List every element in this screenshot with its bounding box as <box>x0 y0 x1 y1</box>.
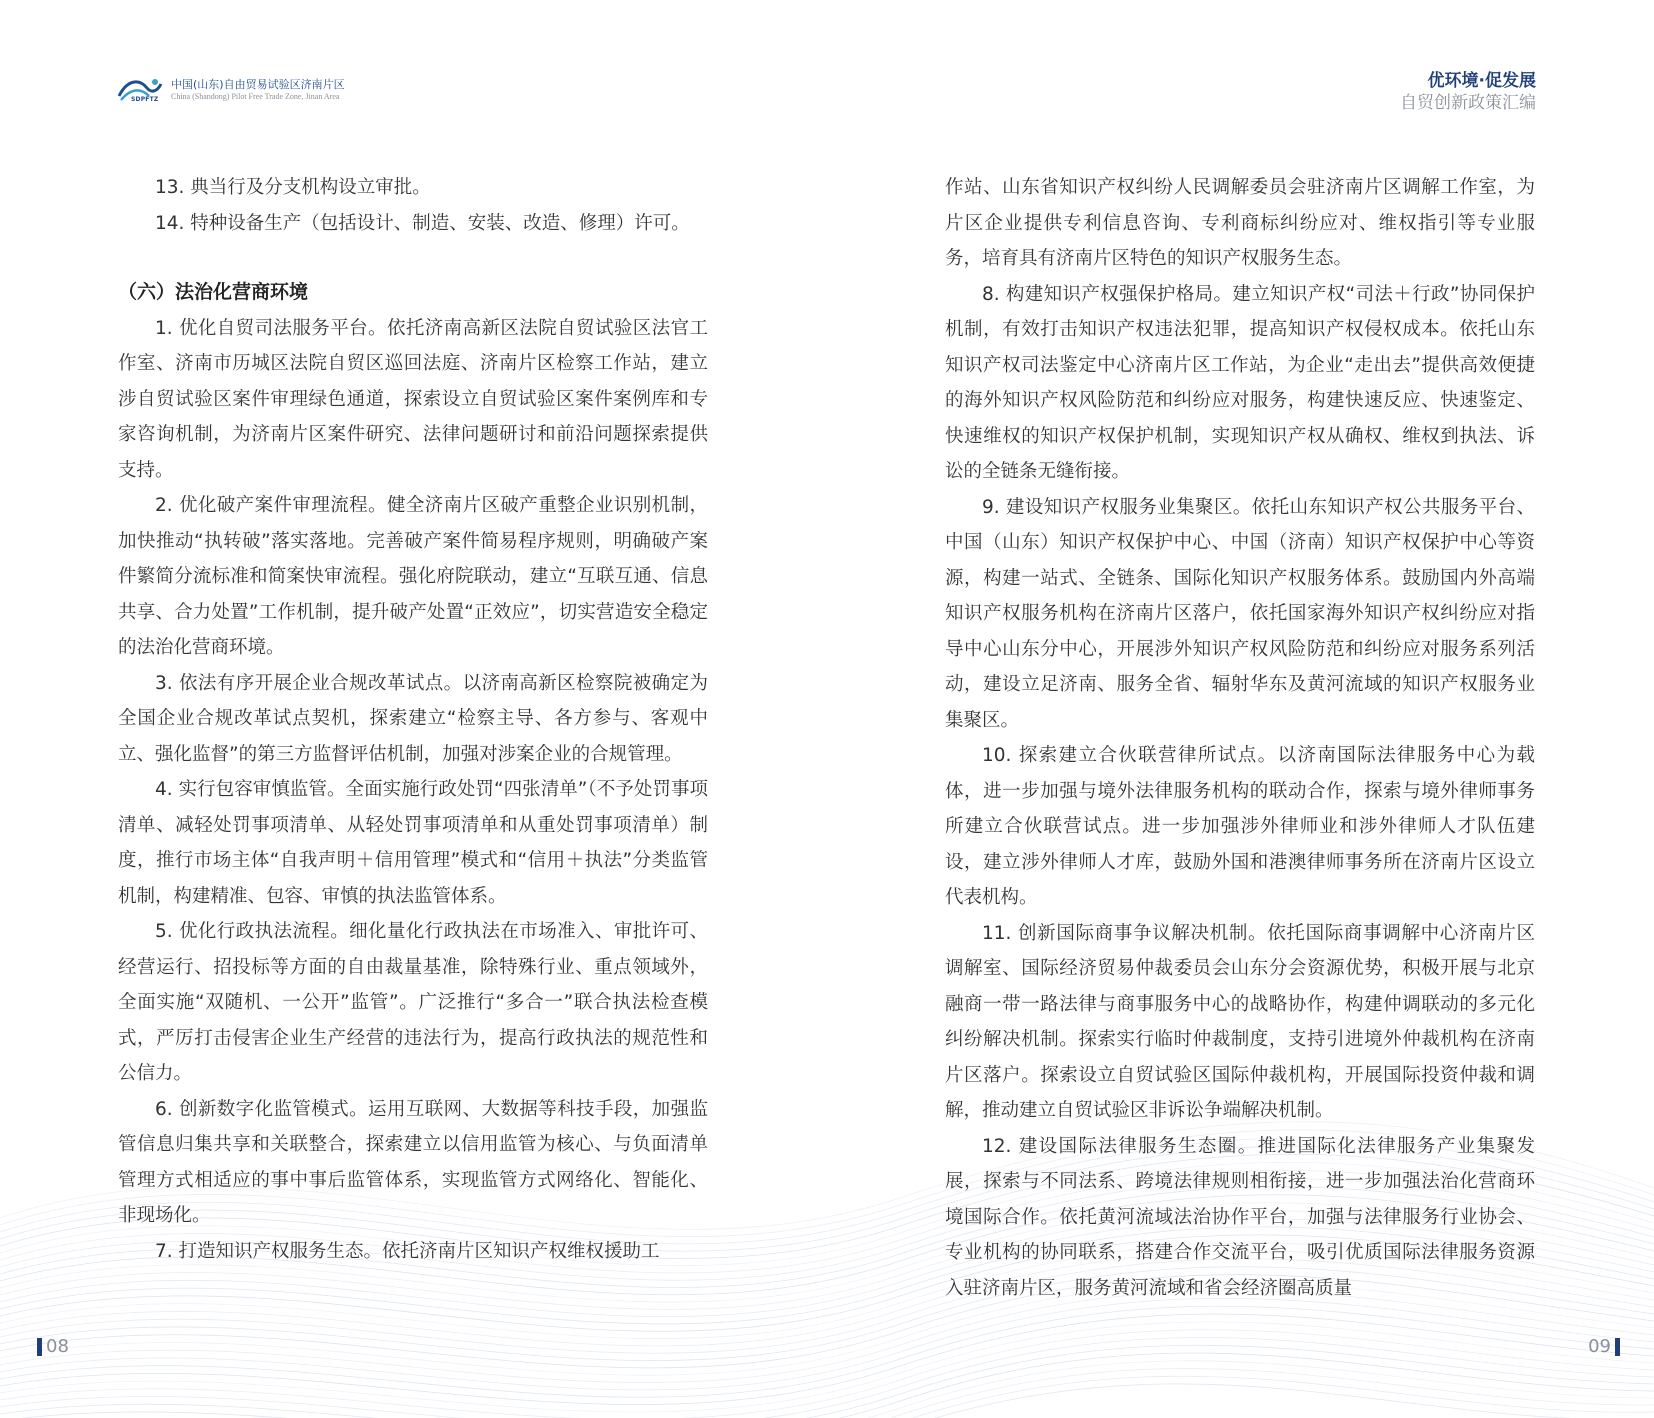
paragraph: 7. 打造知识产权服务生态。依托济南片区知识产权维权援助工 <box>155 1240 660 1262</box>
page-number-left <box>37 1336 69 1357</box>
paragraph-continuation: 作站、山东省知识产权纠纷人民调解委员会驻济南片区调解工作室，为片区企业提供专利信息咨询、专利商标纠纷应对、维权指引等专业服务，培育具有济南片区特色的知识产权服务生态。 <box>945 177 1535 269</box>
publication-subtitle: 自贸创新政策汇编 <box>1400 93 1536 113</box>
paragraph: 10. 探索建立合伙联营律所试点。以济南国际法律服务中心为载体，进一步加强与境外法律服务机构的联动合作，探索与境外律师事务所建立合伙联营试点。进一步加强涉外律师业和涉外律师人才队伍建设，建立涉外律师人才库，鼓励外国和港澳律师事务所在济南片区设立代表机构。 <box>945 745 1535 908</box>
paragraph: 5. 优化行政执法流程。细化量化行政执法在市场准入、审批许可、经营运行、招投标等方面的自由裁量基准，除特殊行业、重点领域外，全面实施“双随机、一公开”监管”。广泛推行“多合一”联合执法检查模式，严厉打击侵害企业生产经营的违法行为，提高行政执法的规范性和公信力。 <box>118 921 708 1084</box>
publication-title: 优环境·促发展 <box>1427 71 1536 91</box>
logo-chinese-name: 中国(山东)自由贸易试验区济南片区 <box>171 78 345 91</box>
section-gap <box>118 241 708 275</box>
list-item: 14. 特种设备生产（包括设计、制造、安装、改造、修理）许可。 <box>155 212 690 234</box>
page-number-right <box>1588 1336 1620 1357</box>
wave-line <box>0 1306 1654 1397</box>
page-marker-icon <box>1615 1338 1620 1356</box>
wave-line <box>0 1322 1654 1412</box>
wave-line <box>0 1384 1654 1418</box>
paragraph: 1. 优化自贸司法服务平台。依托济南高新区法院自贸试验区法官工作室、济南市历城区法院自贸区巡回法庭、济南片区检察工作站，建立涉自贸试验区案件审理绿色通道，探索设立自贸试验区案件案例库和专家咨询机制，为济南片区案件研究、法律问题研讨和前沿问题探索提供支持。 <box>118 317 708 481</box>
page-number-text: 09 <box>1588 1336 1611 1357</box>
paragraph: 11. 创新国际商事争议解决机制。依托国际商事调解中心济南片区调解室、国际经济贸易仲裁委员会山东分会资源优势，积极开展与北京融商一带一路法律与商事服务中心的战略协作，构建仲调联动的多元化纠纷解决机制。探索实行临时仲裁制度，支持引进境外仲裁机构在济南片区落户。探索设立自贸试验区国际仲裁机构，开展国际投资仲裁和调解，推动建立自贸试验区非诉讼争端解决机制。 <box>945 922 1535 1121</box>
paragraph: 8. 构建知识产权强保护格局。建立知识产权“司法＋行政”协同保护机制，有效打击知识产权违法犯罪，提高知识产权侵权成本。依托山东知识产权司法鉴定中心济南片区工作站，为企业“走出去”提供高效便捷的海外知识产权风险防范和纠纷应对服务，构建快速反应、快速鉴定、快速维权的知识产权保护机制，实现知识产权从确权、维权到执法、诉讼的全链条无缝衔接。 <box>945 283 1535 482</box>
page-number-text: 08 <box>46 1336 69 1357</box>
paragraph: 6. 创新数字化监管模式。运用互联网、大数据等科技手段，加强监管信息归集共享和关联整合，探索建立以信用监管为核心、与负面清单管理方式相适应的事中事后监管体系，实现监管方式网络化、智能化、非现场化。 <box>118 1098 708 1226</box>
page-marker-icon <box>37 1338 42 1356</box>
paragraph: 12. 建设国际法律服务生态圈。推进国际化法律服务产业集聚发展，探索与不同法系、跨境法律规则相衔接，进一步加强法治化营商环境国际合作。依托黄河流域法治协作平台，加强与法律服务行业协会、专业机构的协同联系，搭建合作交流平台，吸引优质国际法律服务资源入驻济南片区，服务黄河流域和省会经济圈高质量 <box>945 1135 1535 1299</box>
zone-logo <box>117 74 345 106</box>
paragraph: 4. 实行包容审慎监管。全面实施行政处罚“四张清单”（不予处罚事项清单、减轻处罚事项清单、从轻处罚事项清单和从重处罚事项清单）制度，推行市场主体“自我声明＋信用管理”模式和“信用＋执法”分类监管机制，构建精准、包容、审慎的执法监管体系。 <box>118 779 708 907</box>
left-page-column <box>118 170 708 1269</box>
paragraph: 2. 优化破产案件审理流程。健全济南片区破产重整企业识别机制，加快推动“执转破”落实落地。完善破产案件简易程序规则，明确破产案件繁简分流标准和简案快审流程。强化府院联动，建立“互联互通、信息共享、合力处置”工作机制，提升破产处置“正效应”，切实营造安全稳定的法治化营商环境。 <box>118 495 708 658</box>
list-item: 13. 典当行及分支机构设立审批。 <box>155 177 431 198</box>
section-heading: （六）法治化营商环境 <box>118 281 309 303</box>
paragraph: 9. 建设知识产权服务业集聚区。依托山东知识产权公共服务平台、中国（山东）知识产权保护中心、中国（济南）知识产权保护中心等资源，构建一站式、全链条、国际化知识产权服务体系。鼓励国内外高端知识产权服务机构在济南片区落户，依托国家海外知识产权纠纷应对指导中心山东分中心，开展涉外知识产权风险防范和纠纷应对服务系列活动，建设立足济南、服务全省、辐射华东及黄河流域的知识产权服务业集聚区。 <box>945 496 1535 731</box>
wave-line <box>0 1330 1654 1418</box>
logo-english-name: China (Shandong) Pilot Free Trade Zone, Jinan Area <box>171 92 340 101</box>
wave-line <box>0 1314 1654 1405</box>
paragraph: 3. 依法有序开展企业合规改革试点。以济南高新区检察院被确定为全国企业合规改革试点契机，探索建立“检察主导、各方参与、客观中立、强化监督”的第三方监督评估机制，加强对涉案企业的合规管理。 <box>118 672 708 765</box>
wave-line <box>0 1376 1654 1418</box>
logo-emblem-icon <box>117 74 163 106</box>
right-page-column <box>945 170 1535 1306</box>
logo-abbreviation: SDPFTZ <box>131 96 159 103</box>
publication-header <box>1400 70 1536 114</box>
